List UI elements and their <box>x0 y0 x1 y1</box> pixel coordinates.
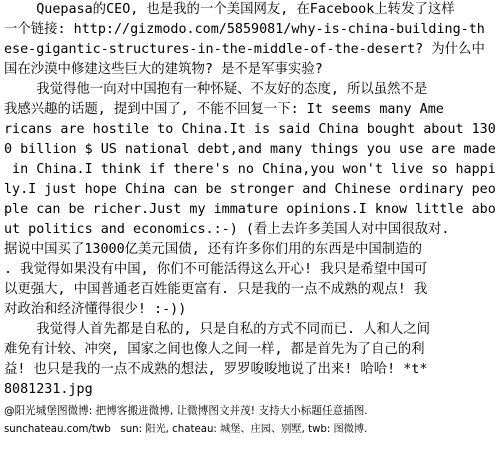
text-line: 益! 也只是我的一点不成熟的想法, 罗罗唆唆地说了出来! 哈哈! *t* <box>4 362 428 377</box>
text-line: 0 billion $ US national debt,and many things you use are made <box>4 142 496 157</box>
text-line: 对政治和经济懂得很少! :-)) <box>4 302 187 317</box>
text-line: ple can be richer.Just my immature opinions.I know little abo <box>4 202 496 217</box>
text-line: 我感兴趣的话题, 提到中国了, 不能不回复一下: It seems many Ame <box>4 102 444 117</box>
text-line: 据说中国买了13000亿美元国债, 还有许多你们用的东西是中国制造的 <box>4 242 422 257</box>
text-line: ricans are hostile to China.It is said China bought about 130 <box>4 122 496 137</box>
text-line: . 我觉得如果没有中国, 你们不可能活得这么开心! 我只是希望中国可 <box>4 262 428 277</box>
watermark-line-2: sunchateau.com/twb sun: 阳光, chateau: 城堡、庄园、别墅, twb: 图微博. <box>4 424 368 435</box>
text-line: 我觉得人首先都是自私的, 只是自私的方式不同而已. 人和人之间 <box>4 322 431 337</box>
text-line: ly.I just hope China can be stronger and Chinese ordinary peo <box>4 182 496 197</box>
text-line: 国在沙漠中修建这些巨大的建筑物? 是不是军事实验? <box>4 62 323 77</box>
text-line: in China.I think if there's no China,you won't live so happi <box>4 162 496 177</box>
text-line: 以更强大, 中国普通老百姓能更富有. 只是我的一点不成熟的观点! 我 <box>4 282 428 297</box>
text-line: 8081231.jpg <box>4 382 93 397</box>
text-line: 一个链接: http://gizmodo.com/5859081/why-is-china-building-th <box>4 22 485 37</box>
text-line: 难免有计较、冲突, 国家之间也像人之间一样, 都是首先为了自己的利 <box>4 342 425 357</box>
text-line: ese-gigantic-structures-in-the-middle-of-the-desert? 为什么中 <box>4 42 485 57</box>
watermark-line-1: @阳光城堡图微博: 把博客搬进微博, 让微博图文并茂! 支持大小标题任意插图. <box>4 405 368 417</box>
text-line: 我觉得他一向对中国抱有一种怀疑、不友好的态度, 所以虽然不是 <box>4 82 428 97</box>
text-line: Quepasa的CEO, 也是我的一个美国网友, 在Facebook上转发了这样 <box>4 2 455 17</box>
text-line: ut politics and economics.:-) (看上去许多美国人对中国很敌对. <box>4 222 450 237</box>
